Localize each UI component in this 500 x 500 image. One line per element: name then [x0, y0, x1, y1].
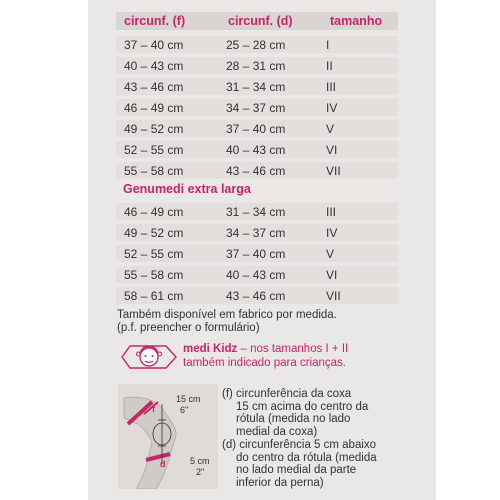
table-row: 49 – 52 cm 37 – 40 cm V	[116, 120, 398, 137]
table-row: 46 – 49 cm 34 – 37 cm IV	[116, 99, 398, 116]
legend-d	[222, 439, 377, 489]
legend-f-line: medial da coxa)	[236, 425, 318, 438]
table-row: 55 – 58 cm 40 – 43 cm VI	[116, 266, 398, 283]
header-circunf-d: circunf. (d)	[228, 14, 293, 28]
table-row: 49 – 52 cm 34 – 37 cm IV	[116, 224, 398, 241]
label-f: f	[152, 404, 155, 414]
legend-d-line: inferior da perna)	[236, 476, 324, 489]
table-row: 52 – 55 cm 37 – 40 cm V	[116, 245, 398, 262]
legend-d-line: do centro da rótula (medida	[236, 451, 377, 464]
kidz-line-1	[183, 342, 348, 356]
dim-bottom-cm: 5 cm	[190, 456, 210, 466]
background-left	[0, 0, 88, 500]
kidz-line-2: também indicado para crianças.	[183, 357, 346, 369]
table-row: 46 – 49 cm 31 – 34 cm III	[116, 203, 398, 220]
legend-f	[222, 388, 368, 438]
table-row: 55 – 58 cm 43 – 46 cm VII	[116, 162, 398, 179]
kidz-brand: medi Kidz	[183, 343, 238, 355]
header-tamanho: tamanho	[330, 14, 383, 28]
legend-f-line: (f) circunferência da coxa	[222, 388, 352, 400]
custom-made-note: Também disponível em fabrico por medida.	[117, 309, 337, 321]
table-row: 40 – 43 cm 28 – 31 cm II	[116, 57, 398, 74]
table-row: 37 – 40 cm 25 – 28 cm I	[116, 36, 398, 53]
label-d: d	[160, 459, 166, 469]
legend-d-line: no lado medial da parte	[236, 464, 357, 476]
dim-bottom-in: 2"	[196, 467, 205, 477]
header-circunf-f: circunf. (f)	[124, 14, 186, 28]
dim-top-cm: 15 cm	[176, 394, 201, 404]
form-note: (p.f. preencher o formulário)	[117, 322, 260, 334]
dim-top-in: 6"	[180, 405, 189, 415]
background-right	[436, 0, 500, 500]
table-row: 43 – 46 cm 31 – 34 cm III	[116, 78, 398, 95]
legend-d-line: (d) circunferência 5 cm abaixo	[222, 439, 377, 451]
table-row: 58 – 61 cm 43 – 46 cm VII	[116, 287, 398, 304]
legend-f-line: rótula (medida no lado	[236, 413, 351, 425]
table-row: 52 – 55 cm 40 – 43 cm VI	[116, 141, 398, 158]
legend-f-line: 15 cm acima do centro da	[236, 400, 369, 413]
section-title-extra-larga: Genumedi extra larga	[123, 182, 251, 196]
child-face-icon	[120, 340, 178, 374]
kidz-sizes: – nos tamanhos I + II	[237, 343, 349, 355]
